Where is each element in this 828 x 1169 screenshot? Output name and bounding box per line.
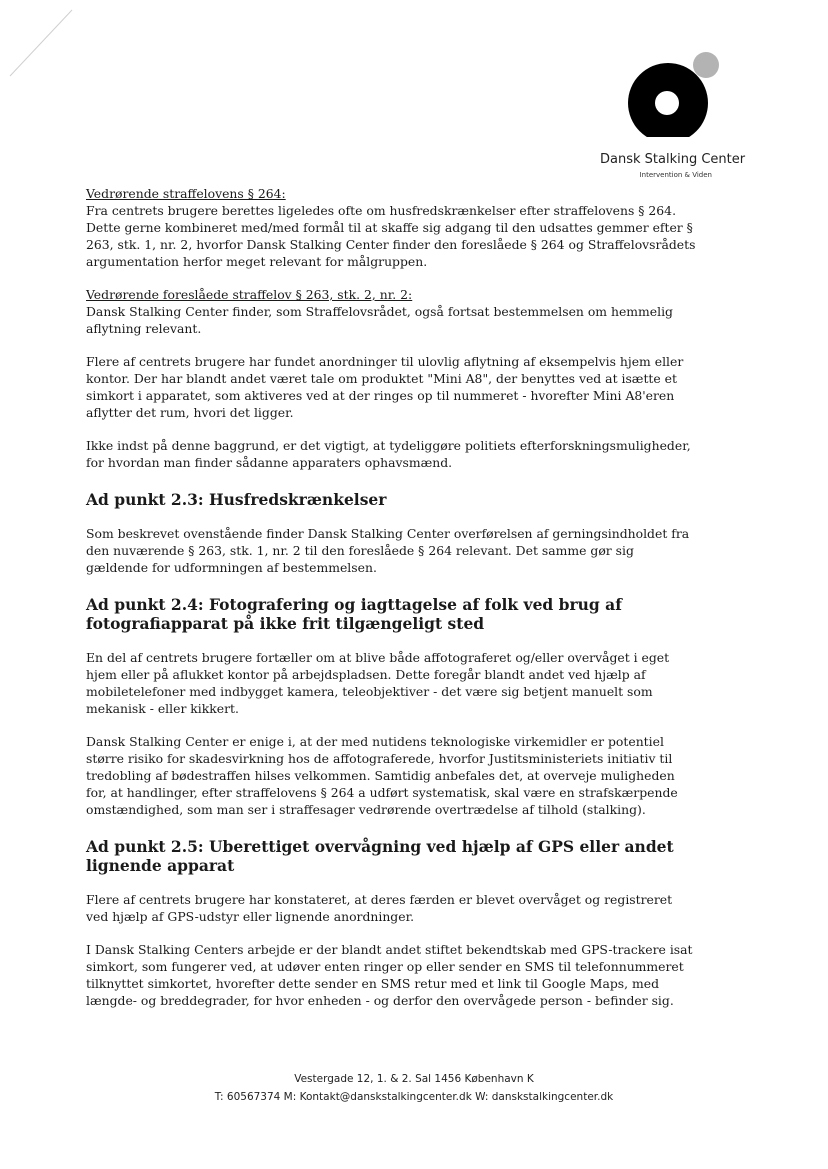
paragraph-2-4-1: En del af centrets brugere fortæller om at blive både affotograferet og/eller overvåget i eget hjem eller på aflukket kontor på arbejdspladsen. Dette foregår blandt andet ved hjælp af mobiletelefoner med indbygget kamera, teleobjektiver - det være sig betjent manuelt som mekanisk - eller kikkert. [86,650,670,716]
footer-address: Vestergade 12, 1. & 2. Sal 1456 København K [294,1073,534,1085]
logo-tagline: Intervention & Viden [639,171,712,179]
paragraph-s264: Fra centrets brugere berettes ligeledes ofte om husfredskrænkelser efter straffelovens § 264. Dette gerne kombineret med/med formål til at skaffe sig adgang til den udsattes gemmer efter § 263, stk. 1, nr. 2, hvorfor Dansk Stalking Center finder den foreslåede § 264 og Straffelovsrådets argumentation herfor meget relevant for målgruppen. [86,203,696,269]
heading-2-5: Ad punkt 2.5: Uberettiget overvågning ved hjælp af GPS eller andet lignende apparat [86,837,674,875]
footer-contact: T: 60567374 M: Kontakt@danskstalkingcenter.dk W: danskstalkingcenter.dk [214,1091,614,1103]
paragraph-2-3-1: Som beskrevet ovenstående finder Dansk Stalking Center overførelsen af gerningsindholdet fra den nuværende § 263, stk. 1, nr. 2 til den foreslåede § 264 relevant. Det samme gør sig gældende for udformningen af bestemmelsen. [86,526,690,575]
scan-line-mark [8,8,78,78]
document-body [86,185,698,1009]
heading-2-4: Ad punkt 2.4: Fotografering og iagttagelse af folk ved brug af fotografiapparat på ikke frit tilgængeligt sted [86,595,622,633]
subheading-s264: Vedrørende straffelovens § 264: [86,186,286,201]
logo-name: Dansk Stalking Center [600,152,746,167]
paragraph-2-5-2: I Dansk Stalking Centers arbejde er der blandt andet stiftet bekendtskab med GPS-trackere isat simkort, som fungerer ved, at udøver enten ringer op eller sender en SMS til telefonnummeret tilknyttet simkortet, hvorefter dette sender en SMS retur med et link til Google Maps, med længde- og breddegrader, for hvor enheden - og derfor den overvågede person - befinder sig. [86,942,693,1008]
paragraph-2-4-2: Dansk Stalking Center er enige i, at der med nutidens teknologiske virkemidler er potentiel større risiko for skadesvirkning hos de affotograferede, hvorfor Justitsministeriets initiativ til tredobling af bødestraffen hilses velkommen. Samtidig anbefales det, at overveje muligheden for, at handlinger, efter straffelovens § 264 a udført systematisk, skal være en strafskærpende omstændighed, som man ser i straffesager vedrørende overtrædelse af tilhold (stalking). [86,734,678,817]
heading-2-3: Ad punkt 2.3: Husfredskrænkelser [86,490,387,509]
organization-logo [600,40,746,190]
logo-icon [628,45,720,137]
paragraph-s263-2: Flere af centrets brugere har fundet anordninger til ulovlig aflytning af eksempelvis hjem eller kontor. Der har blandt andet været tale om produktet "Mini A8", der benyttes ved at isætte et simkort i apparatet, som aktiveres ved at der ringes op til nummeret - hvorefter Mini A8'eren aflytter det rum, hvori det ligger. [86,354,684,420]
paragraph-s263-3: Ikke indst på denne baggrund, er det vigtigt, at tydeliggøre politiets efterforskningsmuligheder, for hvordan man finder sådanne apparaters ophavsmænd. [86,438,691,470]
subheading-s263: Vedrørende foreslåede straffelov § 263, stk. 2, nr. 2: [86,287,413,302]
paragraph-s263-1: Dansk Stalking Center finder, som Straffelovsrådet, også fortsat bestemmelsen om hemmelig aflytning relevant. [86,304,673,336]
paragraph-2-5-1: Flere af centrets brugere har konstateret, at deres færden er blevet overvåget og registreret ved hjælp af GPS-udstyr eller lignende anordninger. [86,892,673,924]
